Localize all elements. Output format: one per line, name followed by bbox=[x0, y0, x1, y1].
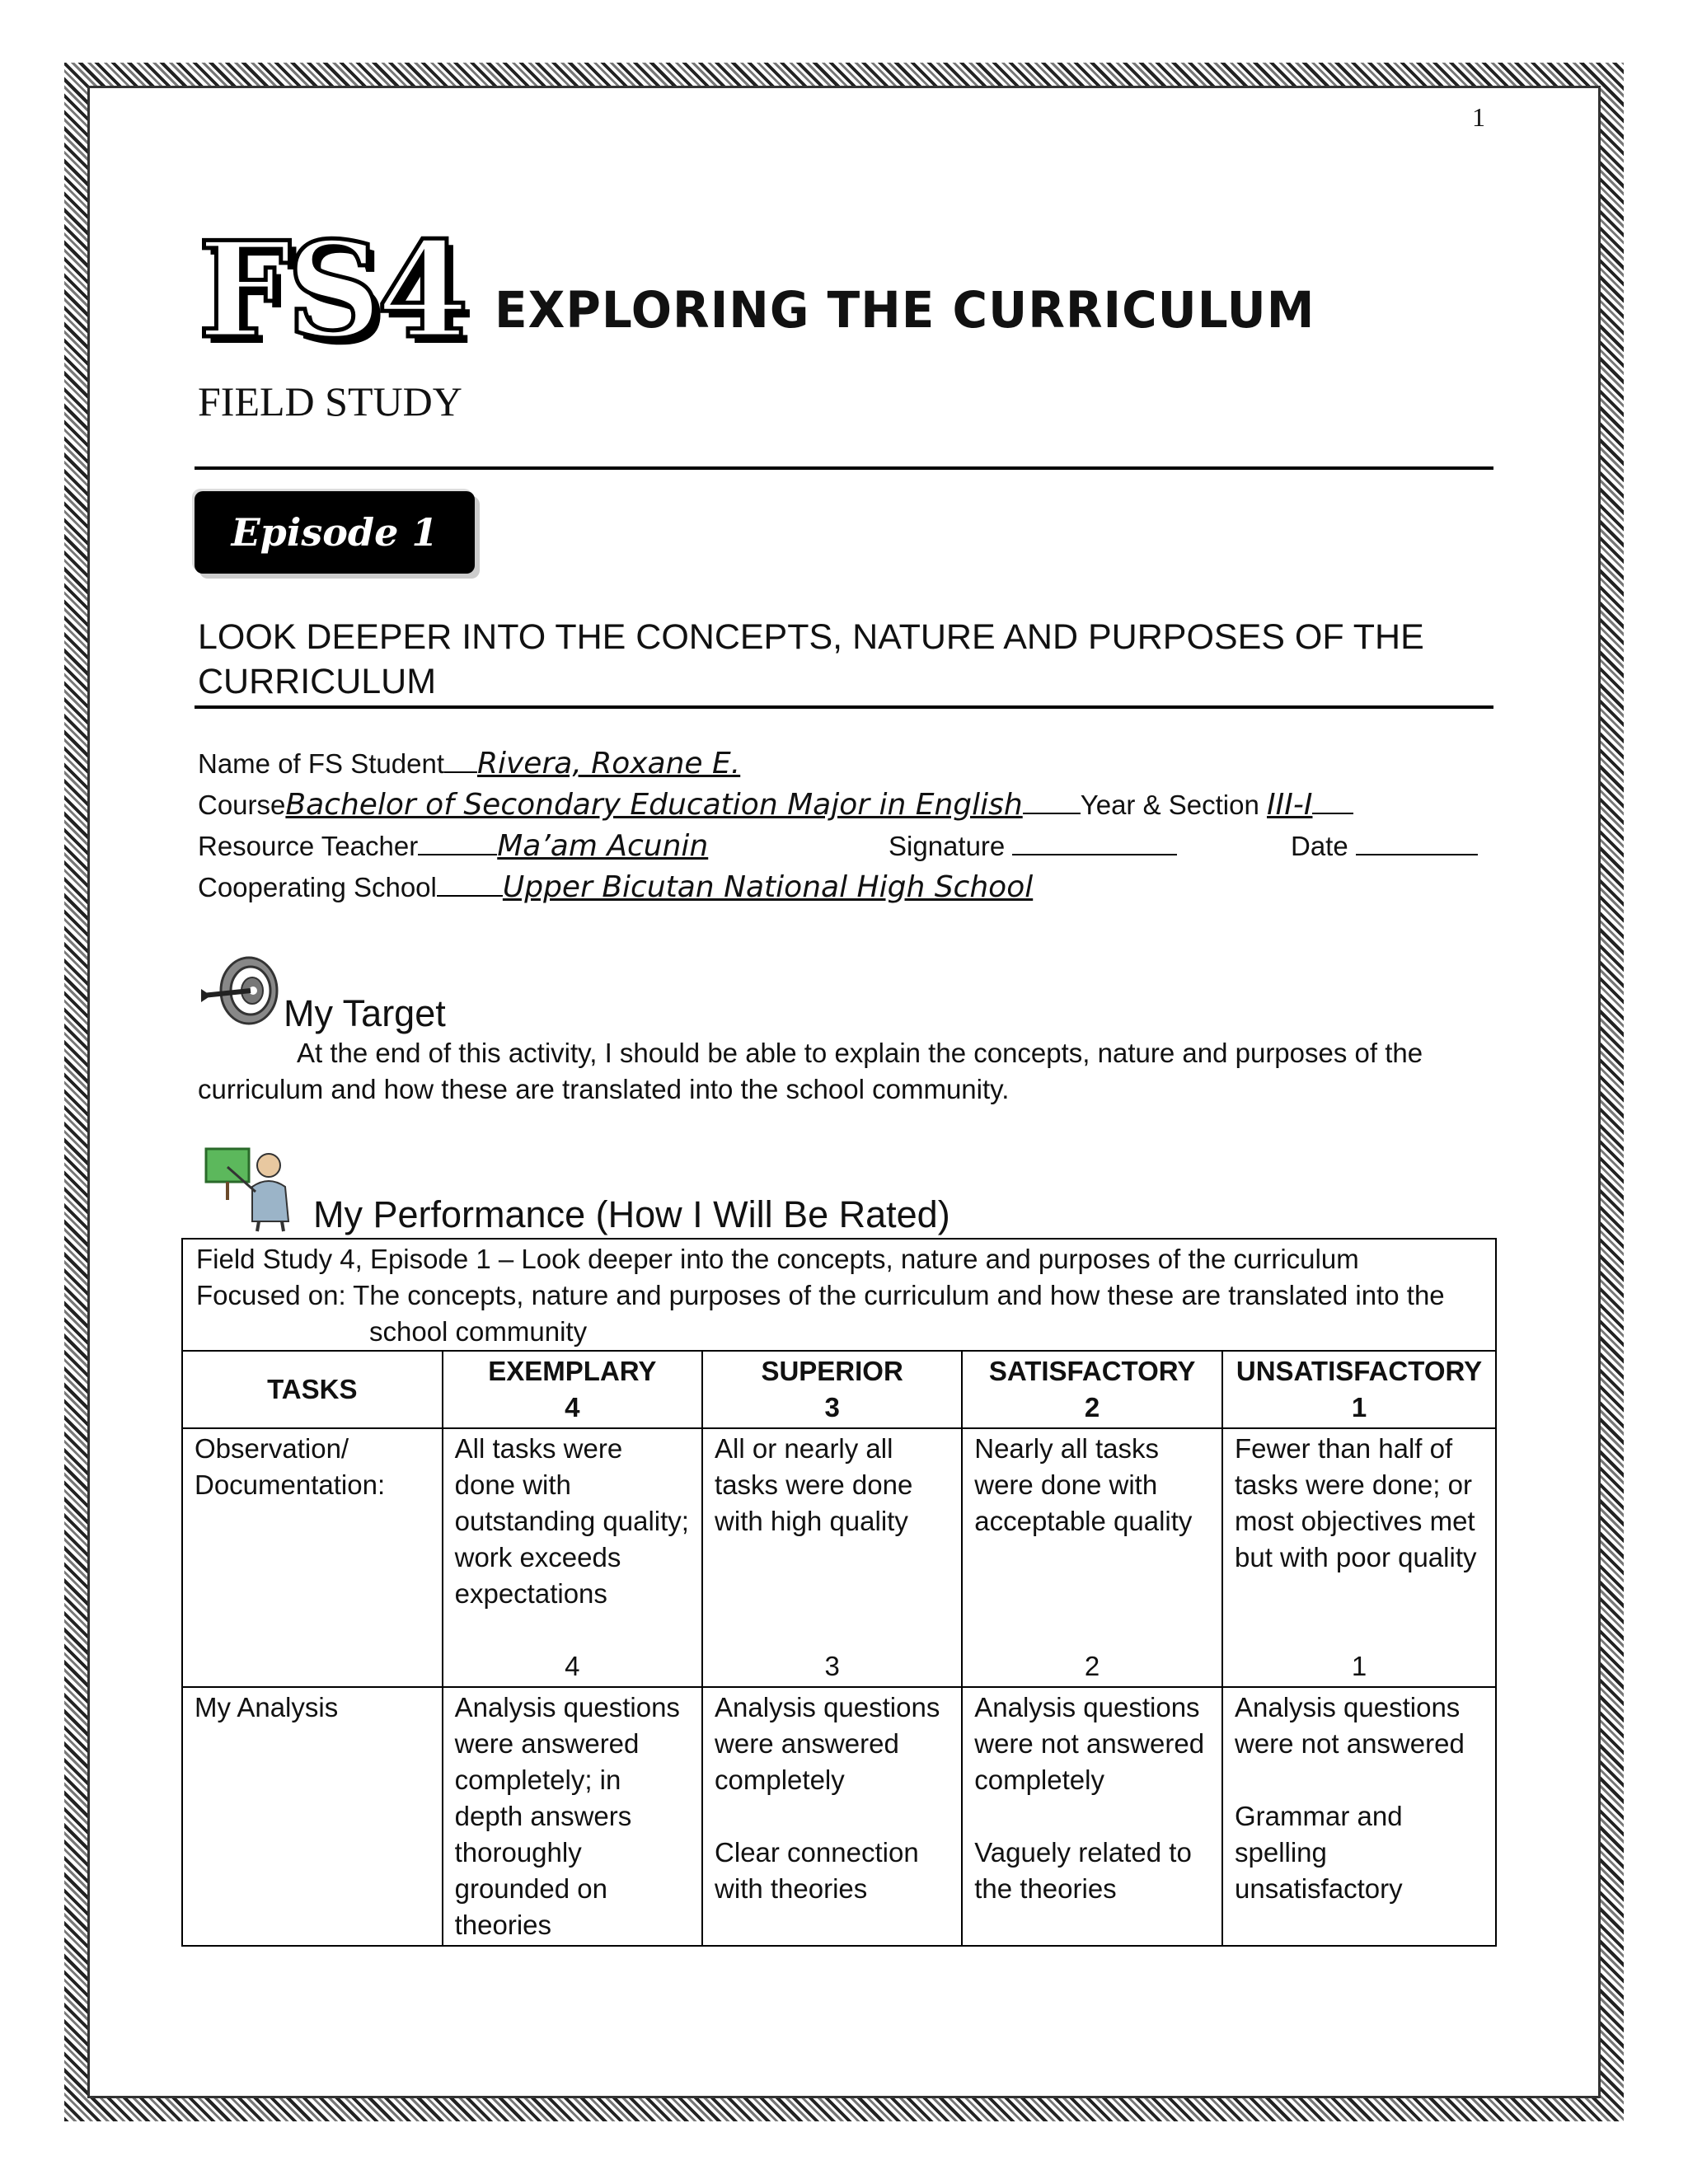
lesson-title: LOOK DEEPER INTO THE CONCEPTS, NATURE AND PURPOSES OF THE CURRICULUM bbox=[198, 617, 1424, 701]
rubric-intro-row bbox=[182, 1239, 1496, 1351]
fs4-logo: FS4 bbox=[198, 213, 464, 368]
course-value: Bachelor of Secondary Education Major in English bbox=[285, 788, 1023, 822]
document-title: EXPLORING THE CURRICULUM bbox=[495, 280, 1315, 340]
rubric-cell: Nearly all tasks were done with acceptable quality 2 bbox=[962, 1428, 1222, 1687]
course-label: Course bbox=[198, 790, 286, 820]
date-row bbox=[1291, 829, 1478, 862]
rubric-cell: Analysis questions were answered completely Clear connection with theories bbox=[702, 1687, 962, 1946]
rubric-table bbox=[181, 1238, 1497, 1947]
my-target-heading: My Target bbox=[284, 992, 446, 1034]
teacher-presenting-icon bbox=[203, 1142, 302, 1233]
school-row bbox=[198, 870, 1033, 904]
rubric-intro bbox=[182, 1239, 1496, 1351]
rubric-cell: Analysis questions were not answered Grammar and spelling unsatisfactory bbox=[1222, 1687, 1496, 1946]
episode-badge: Episode 1 bbox=[195, 491, 475, 574]
lesson-divider bbox=[195, 705, 1493, 709]
teacher-row bbox=[198, 829, 708, 863]
resource-teacher-value: Ma’am Acunin bbox=[497, 829, 709, 863]
rubric-cell: Analysis questions were answered completely; in depth answers thoroughly grounded on theories bbox=[443, 1687, 702, 1946]
signature-blank bbox=[1012, 829, 1177, 855]
date-blank bbox=[1356, 829, 1478, 855]
my-target-text: At the end of this activity, I should be able to explain the concepts, nature and purposes of the curriculum and how these are translated into the school community. bbox=[198, 1038, 1423, 1104]
rubric-intro-line2: Focused on: The concepts, nature and purposes of the curriculum and how these are translated into the bbox=[196, 1280, 1445, 1310]
rubric-cell: All or nearly all tasks were done with high quality 3 bbox=[702, 1428, 962, 1687]
student-name-row bbox=[198, 747, 740, 780]
page-number: 1 bbox=[1472, 102, 1485, 132]
header-divider bbox=[195, 466, 1493, 470]
my-performance-heading: My Performance (How I Will Be Rated) bbox=[313, 1193, 950, 1235]
rubric-cell: Analysis questions were not answered completely Vaguely related to the theories bbox=[962, 1687, 1222, 1946]
table-row bbox=[182, 1687, 1496, 1946]
target-icon bbox=[198, 948, 280, 1030]
table-row bbox=[182, 1428, 1496, 1687]
student-name-value: Rivera, Roxane E. bbox=[476, 747, 741, 780]
column-header-satisfactory: SATISFACTORY 2 bbox=[962, 1351, 1222, 1428]
column-header-unsatisfactory: UNSATISFACTORY 1 bbox=[1222, 1351, 1496, 1428]
signature-label: Signature bbox=[889, 831, 1006, 861]
column-header-exemplary: EXEMPLARY 4 bbox=[443, 1351, 702, 1428]
column-header-tasks: TASKS bbox=[182, 1351, 443, 1428]
column-header-superior: SUPERIOR 3 bbox=[702, 1351, 962, 1428]
rubric-intro-line3: school community bbox=[369, 1316, 588, 1347]
student-name-label: Name of FS Student bbox=[198, 748, 444, 779]
year-section-label: Year & Section bbox=[1080, 790, 1259, 820]
rubric-cell: All tasks were done with outstanding quality; work exceeds expectations 4 bbox=[443, 1428, 702, 1687]
date-label: Date bbox=[1291, 831, 1348, 861]
rubric-header-row bbox=[182, 1351, 1496, 1428]
task-cell-analysis: My Analysis bbox=[182, 1687, 443, 1946]
course-row bbox=[198, 788, 1353, 822]
signature-row bbox=[889, 829, 1177, 862]
field-study-subtitle: FIELD STUDY bbox=[198, 378, 462, 424]
resource-teacher-label: Resource Teacher bbox=[198, 831, 419, 861]
year-section-value: III-I bbox=[1267, 788, 1313, 822]
task-cell-observation: Observation/ Documentation: bbox=[182, 1428, 443, 1687]
cooperating-school-value: Upper Bicutan National High School bbox=[502, 870, 1034, 904]
rubric-intro-line1: Field Study 4, Episode 1 – Look deeper into the concepts, nature and purposes of the curriculum bbox=[196, 1244, 1359, 1274]
rubric-cell: Fewer than half of tasks were done; or most objectives met but with poor quality 1 bbox=[1222, 1428, 1496, 1687]
cooperating-school-label: Cooperating School bbox=[198, 872, 437, 902]
